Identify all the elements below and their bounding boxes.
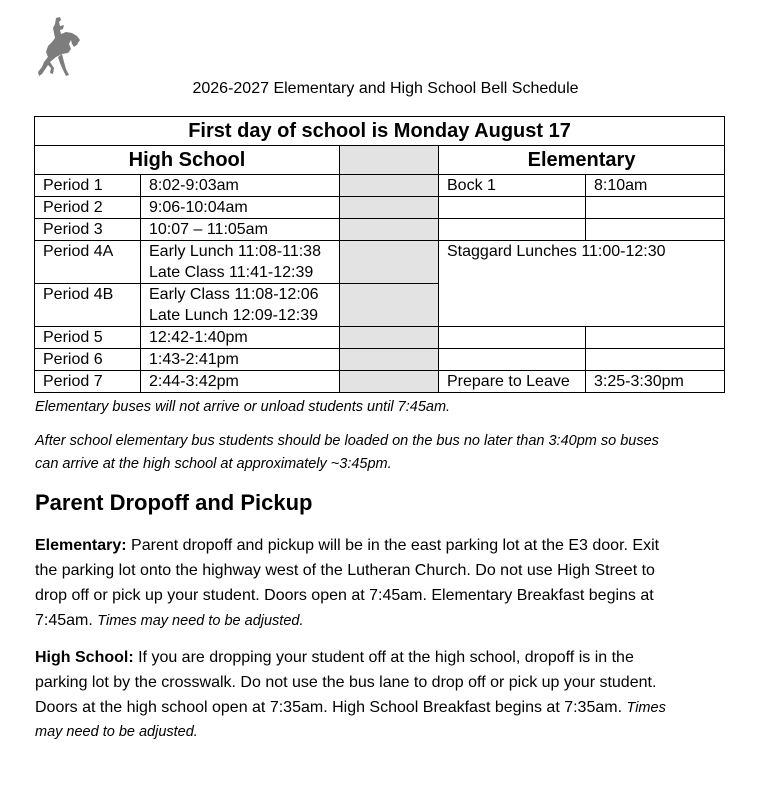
table-row <box>35 349 725 371</box>
period-time <box>141 284 340 327</box>
note-line: can arrive at the high school at approximately ~3:45pm. <box>35 456 392 472</box>
high-school-header: High School <box>35 146 340 175</box>
table-row <box>35 197 725 219</box>
paragraph-line: 7:45am. <box>35 612 98 629</box>
elementary-label <box>439 197 586 219</box>
period-label: Period 6 <box>35 349 141 371</box>
high-school-paragraph <box>35 645 725 743</box>
paragraph-line: If you are dropping your student off at the high school, dropoff is in the <box>133 649 634 666</box>
paragraph-line: Parent dropoff and pickup will be in the east parking lot at the E3 door. Exit <box>126 537 660 554</box>
period-time: 9:06-10:04am <box>141 197 340 219</box>
period-label: Period 4B <box>35 284 141 327</box>
bell-schedule-table <box>34 116 725 393</box>
gap-cell <box>340 146 439 175</box>
gap-cell <box>340 349 439 371</box>
period-label: Period 5 <box>35 327 141 349</box>
first-day-banner: First day of school is Monday August 17 <box>35 117 725 146</box>
period-time-line: Early Lunch 11:08-11:38 <box>149 243 321 260</box>
gap-cell <box>340 241 439 284</box>
table-row <box>35 241 725 284</box>
period-label: Period 1 <box>35 175 141 197</box>
period-time <box>141 241 340 284</box>
adjust-note: may need to be adjusted. <box>35 724 198 740</box>
adjust-note: Times <box>626 700 666 716</box>
elementary-label: Bock 1 <box>439 175 586 197</box>
elementary-time <box>586 219 725 241</box>
elementary-header: Elementary <box>439 146 725 175</box>
paragraph-line: the parking lot onto the highway west of the Lutheran Church. Do not use High Street to <box>35 562 655 579</box>
gap-cell <box>340 219 439 241</box>
gap-cell <box>340 284 439 327</box>
elementary-time <box>586 349 725 371</box>
table-row <box>35 219 725 241</box>
bus-arrival-note: Elementary buses will not arrive or unload students until 7:45am. <box>35 399 451 415</box>
elementary-time: 3:25-3:30pm <box>586 371 725 393</box>
period-time: 2:44-3:42pm <box>141 371 340 393</box>
note-line: After school elementary bus students should be loaded on the bus no later than 3:40pm so buses <box>35 433 659 449</box>
elementary-time <box>586 197 725 219</box>
gap-cell <box>340 197 439 219</box>
period-time: 1:43-2:41pm <box>141 349 340 371</box>
gap-cell <box>340 175 439 197</box>
period-label: Period 2 <box>35 197 141 219</box>
table-row <box>35 175 725 197</box>
period-label: Period 4A <box>35 241 141 284</box>
bus-departure-note <box>35 430 659 476</box>
period-label: Period 3 <box>35 219 141 241</box>
elementary-label: Prepare to Leave <box>439 371 586 393</box>
paragraph-line: drop off or pick up your student. Doors open at 7:45am. Elementary Breakfast begins at <box>35 587 654 604</box>
high-school-label: High School: <box>35 649 134 666</box>
paragraph-line: Doors at the high school open at 7:35am. High School Breakfast begins at 7:35am. <box>35 699 627 716</box>
section-heading: Parent Dropoff and Pickup <box>35 490 313 515</box>
table-row <box>35 327 725 349</box>
elementary-label: Elementary: <box>35 537 127 554</box>
document-title: 2026-2027 Elementary and High School Bell Schedule <box>192 80 579 97</box>
gap-cell <box>340 327 439 349</box>
period-time-line: Early Class 11:08-12:06 <box>149 286 319 303</box>
elementary-label <box>439 219 586 241</box>
period-time: 12:42-1:40pm <box>141 327 340 349</box>
period-time-line: Late Lunch 12:09-12:39 <box>149 307 319 324</box>
elementary-label <box>439 349 586 371</box>
period-time-line: Late Class 11:41-12:39 <box>149 264 314 281</box>
staggered-lunches-cell: Staggard Lunches 11:00-12:30 <box>439 241 725 327</box>
elementary-time <box>586 327 725 349</box>
elementary-paragraph <box>35 533 725 634</box>
paragraph-line: parking lot by the crosswalk. Do not use the bus lane to drop off or pick up your student. <box>35 674 657 691</box>
adjust-note: Times may need to be adjusted. <box>97 613 304 629</box>
elementary-label <box>439 327 586 349</box>
gap-cell <box>340 371 439 393</box>
table-row <box>35 371 725 393</box>
bucking-horse-rider-logo <box>36 16 82 78</box>
period-time: 10:07 – 11:05am <box>141 219 340 241</box>
period-time: 8:02-9:03am <box>141 175 340 197</box>
period-label: Period 7 <box>35 371 141 393</box>
elementary-time: 8:10am <box>586 175 725 197</box>
